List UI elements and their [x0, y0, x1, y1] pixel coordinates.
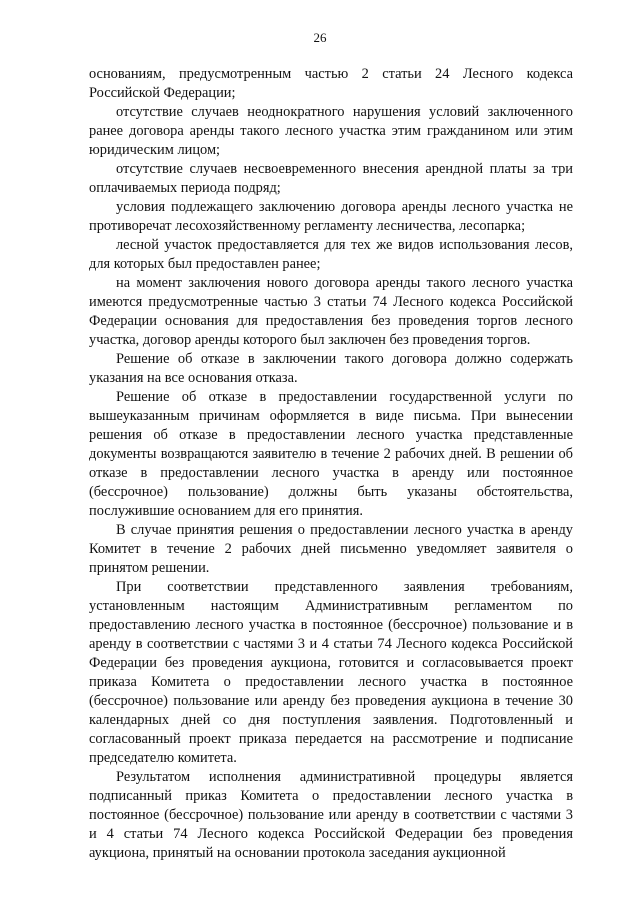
- paragraph: на момент заключения нового договора аренды такого лесного участка имеются предусмотренные частью 3 статьи 74 Лесного кодекса Российской Федерации основания для предоставления без проведения торгов лесного участка, договор аренды которого был заключен без проведения торгов.: [89, 275, 573, 348]
- paragraph: Решение об отказе в заключении такого договора должно содержать указания на все основания отказа.: [89, 351, 573, 386]
- paragraph: При соответствии представленного заявления требованиям, установленным настоящим Административным регламентом по предоставлению лесного участка в постоянное (бессрочное) пользование и в аренду в соответствии с частями 3 и 4 статьи 74 Лесного кодекса Российской Федерации без проведения аукциона, готовится и согласовывается проект приказа Комитета о предоставлении лесного участка в постоянное (бессрочное) пользование или аренду без проведения аукциона в течение 30 календарных дней со дня поступления заявления. Подготовленный и согласованный проект приказа передается на рассмотрение и подписание председателю комитета.: [89, 579, 573, 766]
- page-number: 26: [313, 30, 327, 45]
- paragraph: условия подлежащего заключению договора аренды лесного участка не противоречат лесохозяйственному регламенту лесничества, лесопарка;: [89, 199, 573, 234]
- document-body: [89, 65, 573, 863]
- paragraph: основаниям, предусмотренным частью 2 статьи 24 Лесного кодекса Российской Федерации;: [89, 66, 573, 101]
- paragraph: Результатом исполнения административной процедуры является подписанный приказ Комитета о предоставлении лесного участка в постоянное (бессрочное) пользование или аренду в соответствии с частями 3 и 4 статьи 74 Лесного кодекса Российской Федерации без проведения аукциона, принятый на основании протокола заседания аукционной: [89, 769, 573, 861]
- paragraph: Решение об отказе в предоставлении государственной услуги по вышеуказанным причинам оформляется в виде письма. При вынесении решения об отказе в предоставлении лесного участка представленные документы возвращаются заявителю в течение 2 рабочих дней. В решении об отказе в предоставлении лесного участка в аренду или постоянное (бессрочное) пользование) должны быть указаны обстоятельства, послужившие основанием для его принятия.: [89, 389, 573, 519]
- paragraph: лесной участок предоставляется для тех же видов использования лесов, для которых был предоставлен ранее;: [89, 237, 573, 272]
- paragraph: отсутствие случаев неоднократного нарушения условий заключенного ранее договора аренды такого лесного участка этим гражданином или этим юридическим лицом;: [89, 104, 573, 158]
- paragraph: отсутствие случаев несвоевременного внесения арендной платы за три оплачиваемых периода подряд;: [89, 161, 573, 196]
- paragraph: В случае принятия решения о предоставлении лесного участка в аренду Комитет в течение 2 рабочих дней письменно уведомляет заявителя о принятом решении.: [89, 522, 573, 576]
